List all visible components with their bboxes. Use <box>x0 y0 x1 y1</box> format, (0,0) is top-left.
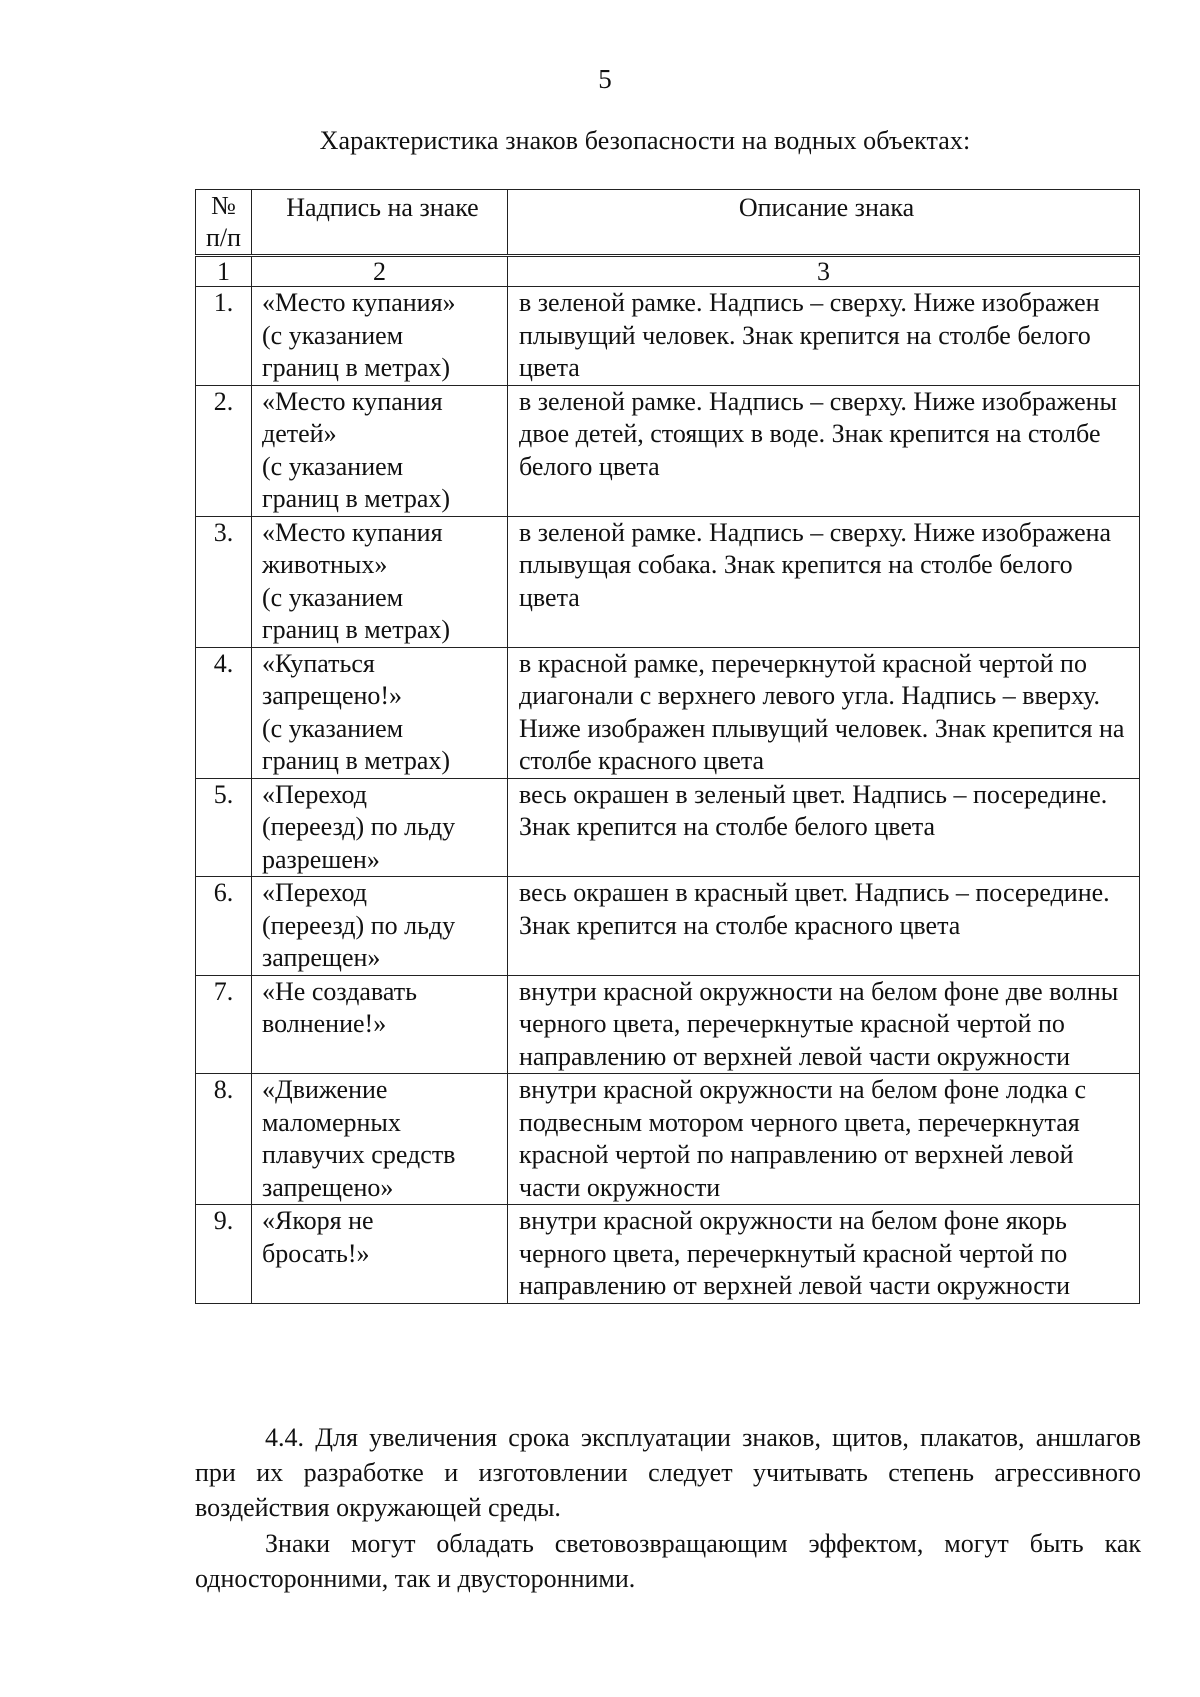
page-title: Характеристика знаков безопасности на водных объектах: <box>319 126 971 155</box>
table-row <box>196 1205 1140 1304</box>
table-row <box>196 385 1140 516</box>
table-row <box>196 647 1140 778</box>
sign-label: «Движение маломерных плавучих средств запрещено» <box>252 1074 508 1205</box>
paragraph-4-4: 4.4. Для увеличения срока эксплуатации знаков, щитов, плакатов, аншлагов при их разработке и изготовлении следует учитывать степень агрессивного воздействия окружающей среды. <box>195 1423 1141 1522</box>
row-number: 7. <box>196 975 252 1074</box>
safety-signs-table <box>195 189 1140 1304</box>
sign-label: «Место купания животных» (с указанием границ в метрах) <box>252 516 508 647</box>
table-row <box>196 287 1140 386</box>
row-number: 4. <box>196 647 252 778</box>
row-number: 8. <box>196 1074 252 1205</box>
row-number: 3. <box>196 516 252 647</box>
header-sign-description: Описание знака <box>508 190 1140 256</box>
page-number: 5 <box>598 64 612 94</box>
sign-label: «Переход (переезд) по льду разрешен» <box>252 778 508 877</box>
paragraph-reflective-signs: Знаки могут обладать световозвращающим эффектом, могут быть как односторонними, так и двусторонними. <box>195 1529 1141 1593</box>
table-header-row <box>196 190 1140 256</box>
sign-label: «Место купания» (с указанием границ в метрах) <box>252 287 508 386</box>
sign-label: «Переход (переезд) по льду запрещен» <box>252 877 508 976</box>
sign-label: «Не создавать волнение!» <box>252 975 508 1074</box>
column-index-row <box>196 256 1140 287</box>
table-row <box>196 877 1140 976</box>
sign-description: внутри красной окружности на белом фоне якорь черного цвета, перечеркнутый красной чертой по направлению от верхней левой части окружности <box>508 1205 1140 1304</box>
sign-label: «Место купания детей» (с указанием границ в метрах) <box>252 385 508 516</box>
table-row <box>196 516 1140 647</box>
sign-description: внутри красной окружности на белом фоне лодка с подвесным мотором черного цвета, перечеркнутая красной чертой по направлению от верхней левой части окружности <box>508 1074 1140 1205</box>
sign-description: в красной рамке, перечеркнутой красной чертой по диагонали с верхнего левого угла. Надпись – вверху. Ниже изображен плывущий человек. Знак крепится на столбе красного цвета <box>508 647 1140 778</box>
sign-description: внутри красной окружности на белом фоне две волны черного цвета, перечеркнутые красной чертой по направлению от верхней левой части окружности <box>508 975 1140 1074</box>
sign-label: «Якоря не бросать!» <box>252 1205 508 1304</box>
table-row <box>196 1074 1140 1205</box>
row-number: 9. <box>196 1205 252 1304</box>
sign-description: весь окрашен в зеленый цвет. Надпись – посередине. Знак крепится на столбе белого цвета <box>508 778 1140 877</box>
row-number: 5. <box>196 778 252 877</box>
sign-description: в зеленой рамке. Надпись – сверху. Ниже изображены двое детей, стоящих в воде. Знак крепится на столбе белого цвета <box>508 385 1140 516</box>
sign-label: «Купаться запрещено!» (с указанием границ в метрах) <box>252 647 508 778</box>
sign-description: в зеленой рамке. Надпись – сверху. Ниже изображена плывущая собака. Знак крепится на столбе белого цвета <box>508 516 1140 647</box>
row-number: 1. <box>196 287 252 386</box>
column-index: 2 <box>252 256 508 287</box>
sign-description: в зеленой рамке. Надпись – сверху. Ниже изображен плывущий человек. Знак крепится на столбе белого цвета <box>508 287 1140 386</box>
column-index: 3 <box>508 256 1140 287</box>
row-number: 2. <box>196 385 252 516</box>
sign-description: весь окрашен в красный цвет. Надпись – посередине. Знак крепится на столбе красного цвета <box>508 877 1140 976</box>
header-sign-label: Надпись на знаке <box>252 190 508 256</box>
table-row <box>196 778 1140 877</box>
table-row <box>196 975 1140 1074</box>
column-index: 1 <box>196 256 252 287</box>
row-number: 6. <box>196 877 252 976</box>
header-number: № п/п <box>196 190 252 256</box>
